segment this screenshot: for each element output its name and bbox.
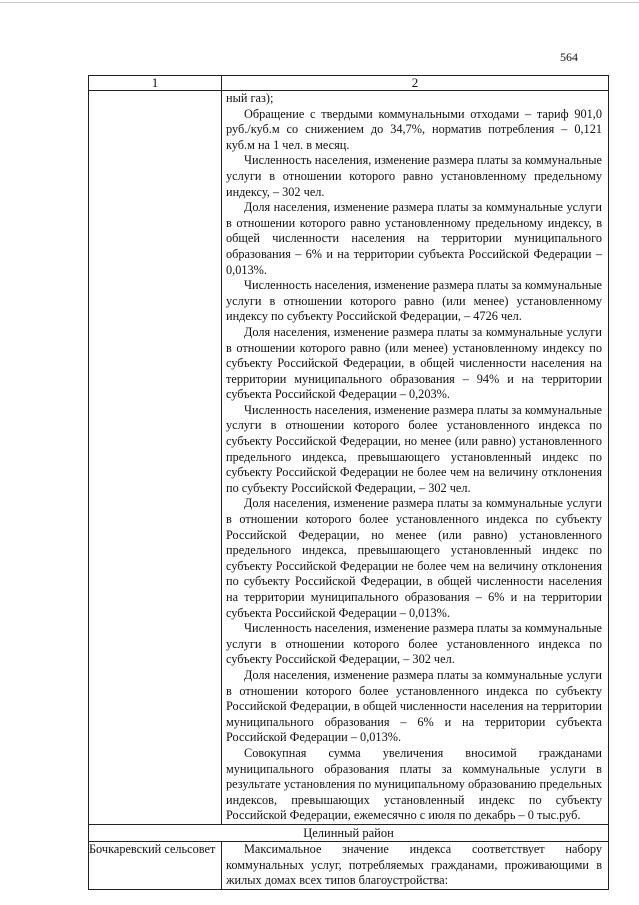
paragraph: Максимальное значение индекса соответствует набору коммунальных услуг, потребляемых гражданами, проживающими в жилых домах всех типов благоустройства: [226, 841, 602, 888]
page-number: 564 [560, 50, 578, 64]
paragraph: Совокупная сумма увеличения вносимой гражданами муниципального образования платы за коммунальные услуги в результате установления по муниципальному образованию предельных индексов, превышающих установленный индекс по субъекту Российской Федерации, ежемесячно с июля по декабрь – 0 тыс.руб. [226, 745, 602, 823]
paragraph: Доля населения, изменение размера платы за коммунальные услуги в отношении которого равно установленному предельному индексу, в общей численности населения на территории муниципального образования – 6% и на территории субъекта Российской Федерации – 0,013%. [226, 200, 602, 277]
row-text-cell [222, 841, 609, 889]
municipality-name: Бочкаревский сельсовет [89, 841, 222, 889]
paragraph: Численность населения, изменение размера платы за коммунальные услуги в отношении которого равно (или менее) установленному индексу по субъекту Российской Федерации, – 4726 чел. [226, 278, 602, 324]
section-title: Целинный район [89, 824, 609, 841]
column-header-2: 2 [222, 76, 609, 91]
table-row [89, 841, 609, 889]
scan-edge-line [0, 2, 639, 3]
paragraph: Доля населения, изменение размера платы за коммунальные услуги в отношении которого более установленного индекса по субъекту Российской Федерации, в общей численности населения на территории муниципального образования – 6% и на территории субъекта Российской Федерации – 0,013%. [226, 667, 602, 745]
section-title-row [89, 824, 609, 841]
empty-cell [89, 91, 222, 825]
paragraph: Доля населения, изменение размера платы за коммунальные услуги в отношении которого равно (или менее) установленному индексу по субъекту Российской Федерации, в общей численности населения на территории муниципального образования – 94% и на территории субъекта Российской Федерации – 0,203%. [226, 324, 602, 402]
paragraph: Обращение с твердыми коммунальными отходами – тариф 901,0 руб./куб.м со снижением до 34,7%, норматив потребления – 0,121 куб.м на 1 чел. в месяц. [226, 106, 602, 152]
document-table [88, 75, 609, 890]
paragraph: ный газ); [226, 91, 274, 105]
paragraph: Доля населения, изменение размера платы за коммунальные услуги в отношении которого более установленного индекса по субъекту Российской Федерации, но менее (или равно) установленного предельного индекса, превышающего установленный индекс по субъекту Российской Федерации не более чем на величину отклонения по субъекту Российской Федерации, в общей численности населения на территории муниципального образования – 6% и на территории субъекта Российской Федерации – 0,013%. [226, 496, 602, 620]
continued-text-cell [222, 91, 609, 825]
paragraph: Численность населения, изменение размера платы за коммунальные услуги в отношении которого более установленного индекса по субъекту Российской Федерации, но менее (или равно) установленного предельного индекса, превышающего установленный индекс по субъекту Российской Федерации не более чем на величину отклонения по субъекту Российской Федерации, – 302 чел. [226, 402, 602, 495]
paragraph: Численность населения, изменение размера платы за коммунальные услуги в отношении которого равно установленному предельному индексу, – 302 чел. [226, 153, 602, 199]
paragraph: Численность населения, изменение размера платы за коммунальные услуги в отношении которого более установленного индекса по субъекту Российской Федерации, – 302 чел. [226, 621, 602, 667]
table-header-row [89, 76, 609, 91]
table-row [89, 91, 609, 825]
column-header-1: 1 [89, 76, 222, 91]
